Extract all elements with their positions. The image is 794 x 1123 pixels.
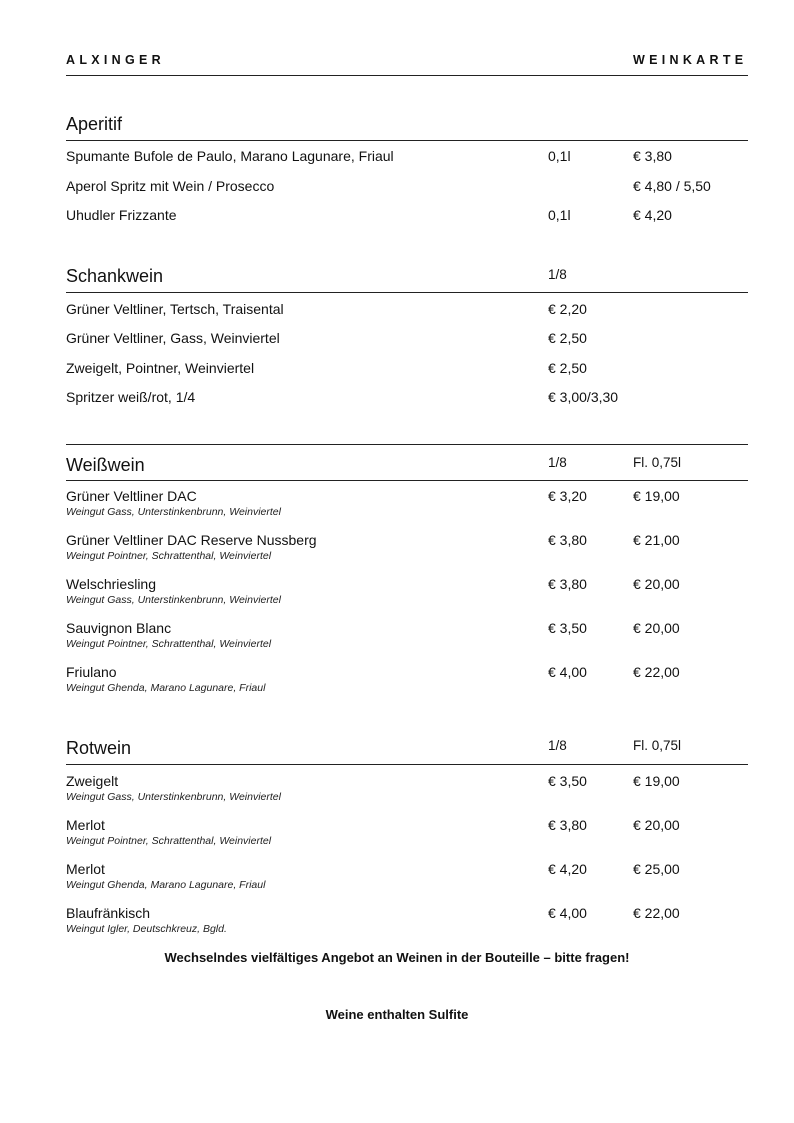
menu-item-name: Grüner Veltliner DAC [66,488,197,504]
menu-item-name: Friulano [66,664,117,680]
brand-name: ALXINGER [66,53,165,67]
menu-item-origin: Weingut Gass, Unterstinkenbrunn, Weinviertel [66,594,281,606]
menu-item-bottle-price: € 22,00 [633,905,680,921]
section-title-rotwein: Rotwein [66,738,132,758]
menu-item-origin: Weingut Pointner, Schrattenthal, Weinviertel [66,638,272,650]
menu-item-glass-price: € 3,50 [548,773,587,789]
section-title-schankwein: Schankwein [66,266,164,286]
section-title-weisswein: Weißwein [66,455,145,475]
menu-item-glass-price: € 3,80 [548,532,587,548]
menu-item-origin: Weingut Gass, Unterstinkenbrunn, Weinviertel [66,791,281,803]
offer-note: Wechselndes vielfältiges Angebot an Weinen in der Bouteille – bitte fragen! [164,950,630,965]
menu-item-origin: Weingut Gass, Unterstinkenbrunn, Weinviertel [66,506,281,518]
menu-item-origin: Weingut Ghenda, Marano Lagunare, Friaul [66,682,266,694]
menu-item-bottle-price: € 21,00 [633,532,680,548]
menu-item-origin: Weingut Ghenda, Marano Lagunare, Friaul [66,879,266,891]
section-title-aperitif: Aperitif [66,114,123,134]
menu-item-name: Merlot [66,817,105,833]
column-header-bottle: Fl. 0,75l [633,738,682,753]
menu-item-name: Grüner Veltliner, Gass, Weinviertel [66,330,280,346]
menu-item-price: € 4,20 [633,207,672,223]
menu-item-glass-price: € 4,20 [548,861,587,877]
header-divider [66,75,748,76]
menu-item-name: Spritzer weiß/rot, 1/4 [66,389,196,405]
menu-item-glass-price: € 3,80 [548,576,587,592]
column-header-glass: 1/8 [548,455,567,470]
menu-item-name: Zweigelt, Pointner, Weinviertel [66,360,255,376]
column-header-glass: 1/8 [548,738,567,753]
menu-item-name: Grüner Veltliner, Tertsch, Traisental [66,301,284,317]
menu-item-price: € 2,50 [548,360,587,376]
menu-item-name: Merlot [66,861,105,877]
menu-item-name: Spumante Bufole de Paulo, Marano Lagunare, Friaul [66,148,394,164]
menu-item-size: 0,1l [548,207,571,223]
menu-item-name: Welschriesling [66,576,156,592]
menu-item-name: Zweigelt [66,773,119,789]
page-title: WEINKARTE [633,53,748,67]
menu-item-price: € 2,50 [548,330,587,346]
menu-item-bottle-price: € 20,00 [633,576,680,592]
menu-item-name: Uhudler Frizzante [66,207,177,223]
menu-item-size: 0,1l [548,148,571,164]
section-divider-top [66,444,748,445]
menu-item-origin: Weingut Igler, Deutschkreuz, Bgld. [66,923,227,935]
menu-item-price: € 3,00/3,30 [548,389,619,405]
menu-item-price: € 3,80 [633,148,672,164]
section-divider [66,480,748,481]
menu-item-name: Grüner Veltliner DAC Reserve Nussberg [66,532,317,548]
column-header-glass: 1/8 [548,267,567,282]
menu-item-name: Sauvignon Blanc [66,620,172,636]
menu-item-bottle-price: € 19,00 [633,773,680,789]
menu-item-bottle-price: € 25,00 [633,861,680,877]
sulfite-note: Weine enthalten Sulfite [325,1007,469,1022]
menu-item-name: Blaufränkisch [66,905,151,921]
menu-item-glass-price: € 3,80 [548,817,587,833]
menu-item-bottle-price: € 20,00 [633,817,680,833]
section-divider [66,140,748,141]
menu-item-origin: Weingut Pointner, Schrattenthal, Weinviertel [66,550,272,562]
menu-item-glass-price: € 4,00 [548,905,587,921]
menu-item-glass-price: € 3,20 [548,488,587,504]
section-divider [66,764,748,765]
menu-item-origin: Weingut Pointner, Schrattenthal, Weinviertel [66,835,272,847]
menu-item-bottle-price: € 22,00 [633,664,680,680]
menu-item-name: Aperol Spritz mit Wein / Prosecco [66,178,275,194]
menu-item-glass-price: € 4,00 [548,664,587,680]
menu-item-price: € 4,80 / 5,50 [633,178,711,194]
menu-item-bottle-price: € 20,00 [633,620,680,636]
column-header-bottle: Fl. 0,75l [633,455,682,470]
menu-item-glass-price: € 3,50 [548,620,587,636]
menu-item-price: € 2,20 [548,301,587,317]
section-divider [66,292,748,293]
menu-item-bottle-price: € 19,00 [633,488,680,504]
